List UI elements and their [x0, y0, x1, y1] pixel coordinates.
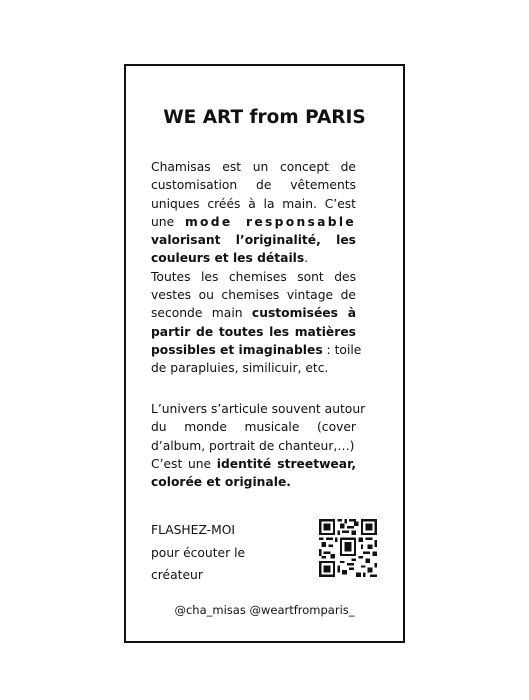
text-line: d’album, portrait de chanteur,…): [151, 438, 355, 453]
qr-code-icon[interactable]: [319, 519, 377, 577]
text-line: uniques créés à la main. C’est: [151, 196, 356, 211]
emphasis-text: partir de toutes les matières: [151, 324, 356, 339]
flash-title: FLASHEZ-MOI: [151, 523, 236, 537]
text-line: [151, 249, 356, 267]
universe-paragraph: [151, 400, 366, 491]
text-fragment: seconde main: [151, 306, 252, 321]
social-handles: @cha_misas @weartfromparis_: [174, 603, 355, 617]
text-fragment: : toile: [322, 342, 362, 357]
text-line: customisation de vêtements: [151, 178, 356, 193]
emphasis-text: mode responsable: [184, 214, 356, 229]
flash-instructions: [151, 519, 245, 587]
text-line: [151, 323, 356, 341]
text-fragment: C’est une: [151, 456, 217, 471]
text-line: [151, 473, 356, 491]
emphasis-text: colorée et originale.: [151, 475, 291, 490]
emphasis-text: customisées à: [251, 306, 356, 321]
text-line: L’univers s’articule souvent autour: [151, 402, 366, 416]
text-line: [151, 231, 356, 249]
text-line: vestes ou chemises vintage de: [151, 288, 356, 303]
text-fragment: une: [151, 214, 185, 229]
text-line: [151, 304, 356, 322]
flyer-title: WE ART from PARIS: [163, 107, 366, 128]
text-line: [151, 341, 362, 359]
intro-paragraph: [151, 158, 362, 378]
emphasis-text: possibles et imaginables: [151, 342, 323, 357]
text-line: Toutes les chemises sont des: [151, 269, 356, 284]
emphasis-text: valorisant l’originalité, les: [151, 233, 356, 248]
text-line: Chamisas est un concept de: [151, 160, 356, 174]
flash-subtitle: créateur: [151, 568, 203, 582]
text-line: du monde musicale (cover: [151, 420, 356, 435]
text-line: de parapluies, similicuir, etc.: [151, 361, 329, 376]
flyer-card: [124, 64, 405, 643]
text-line: [151, 213, 356, 231]
emphasis-text: identité streetwear,: [216, 456, 356, 471]
emphasis-text: couleurs et les détails: [151, 251, 305, 266]
flash-subtitle: pour écouter le: [151, 545, 246, 560]
text-line: [151, 455, 356, 473]
text-fragment: .: [304, 251, 309, 266]
